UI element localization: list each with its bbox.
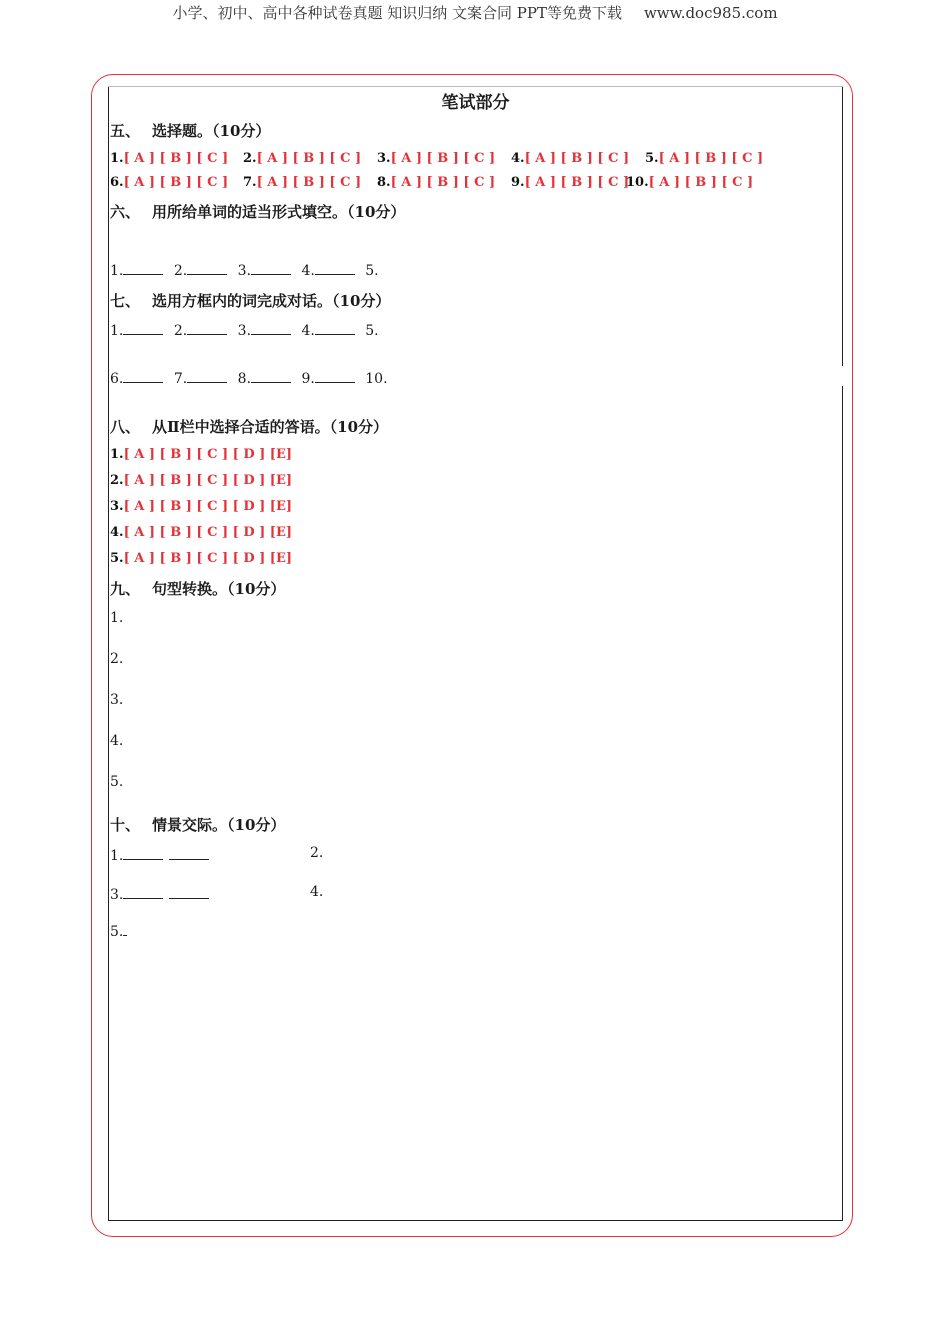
q8-3-options[interactable]: 3.[ A ] [ B ] [ C ] [ D ] [E]	[110, 499, 293, 514]
q5-7-options[interactable]: 7.[ A ] [ B ] [ C ]	[243, 175, 362, 190]
blank-7-8[interactable]	[251, 368, 291, 383]
q5-6-options[interactable]: 6.[ A ] [ B ] [ C ]	[110, 175, 229, 190]
answer-sheet-box	[108, 86, 843, 1221]
q8-2-options[interactable]: 2.[ A ] [ B ] [ C ] [ D ] [E]	[110, 473, 293, 488]
s9-item-4[interactable]: 4.	[110, 733, 124, 749]
page-header	[0, 2, 950, 23]
blank-6-2[interactable]	[187, 260, 227, 275]
blank-6-3[interactable]	[251, 260, 291, 275]
blank-7-3[interactable]	[251, 320, 291, 335]
page-title: 笔试部分	[441, 93, 510, 113]
header-site: www.doc985.com	[643, 4, 778, 22]
s9-item-1[interactable]: 1.	[110, 610, 124, 626]
q8-4-options[interactable]: 4.[ A ] [ B ] [ C ] [ D ] [E]	[110, 525, 293, 540]
q8-5-options[interactable]: 5.[ A ] [ B ] [ C ] [ D ] [E]	[110, 551, 293, 566]
s10-item-5[interactable]: 5.	[110, 923, 127, 940]
blank-7-9[interactable]	[315, 368, 355, 383]
blank-7-2[interactable]	[187, 320, 227, 335]
section-7-blanks-row1: 1. 2. 3. 4. 5.	[110, 320, 379, 339]
s9-item-3[interactable]: 3.	[110, 692, 124, 708]
s10-item-2[interactable]: 2.	[310, 845, 324, 861]
q5-5-options[interactable]: 5.[ A ] [ B ] [ C ]	[645, 151, 764, 166]
s10-item-3[interactable]: 3.	[110, 884, 215, 903]
q5-3-options[interactable]: 3.[ A ] [ B ] [ C ]	[377, 151, 496, 166]
s10-item-4[interactable]: 4.	[310, 884, 324, 900]
q8-1-options[interactable]: 1.[ A ] [ B ] [ C ] [ D ] [E]	[110, 447, 293, 462]
section-6-heading: 六、 用所给单词的适当形式填空。（10分）	[110, 203, 406, 221]
blank-7-7[interactable]	[187, 368, 227, 383]
answer-sheet-top-border	[108, 86, 843, 87]
s9-item-5[interactable]: 5.	[110, 774, 124, 790]
header-text: 小学、初中、高中各种试卷真题 知识归纳 文案合同 PPT等免费下载	[172, 4, 622, 22]
s10-item-1[interactable]: 1.	[110, 845, 215, 864]
q5-9-options[interactable]: 9.[ A ] [ B ] [ C ]	[511, 175, 630, 190]
q5-10-options[interactable]: 10.[ A ] [ B ] [ C ]	[626, 175, 754, 190]
section-10-heading: 十、 情景交际。（10分）	[110, 816, 286, 834]
section-7-heading: 七、 选用方框内的词完成对话。（10分）	[110, 292, 391, 310]
blank-7-4[interactable]	[315, 320, 355, 335]
q5-8-options[interactable]: 8.[ A ] [ B ] [ C ]	[377, 175, 496, 190]
blank-7-1[interactable]	[123, 320, 163, 335]
section-8-heading: 八、 从Ⅱ栏中选择合适的答语。（10分）	[110, 418, 389, 436]
q5-1-options[interactable]: 1.[ A ] [ B ] [ C ]	[110, 151, 229, 166]
blank-6-1[interactable]	[123, 260, 163, 275]
border-gap	[840, 366, 846, 386]
blank-6-4[interactable]	[315, 260, 355, 275]
section-6-blanks: 1. 2. 3. 4. 5.	[110, 260, 379, 279]
section-9-heading: 九、 句型转换。（10分）	[110, 580, 286, 598]
q5-2-options[interactable]: 2.[ A ] [ B ] [ C ]	[243, 151, 362, 166]
blank-7-6[interactable]	[123, 368, 163, 383]
q5-4-options[interactable]: 4.[ A ] [ B ] [ C ]	[511, 151, 630, 166]
s9-item-2[interactable]: 2.	[110, 651, 124, 667]
section-5-heading: 五、 选择题。（10分）	[110, 122, 271, 140]
section-7-blanks-row2: 6. 7. 8. 9. 10.	[110, 368, 388, 387]
